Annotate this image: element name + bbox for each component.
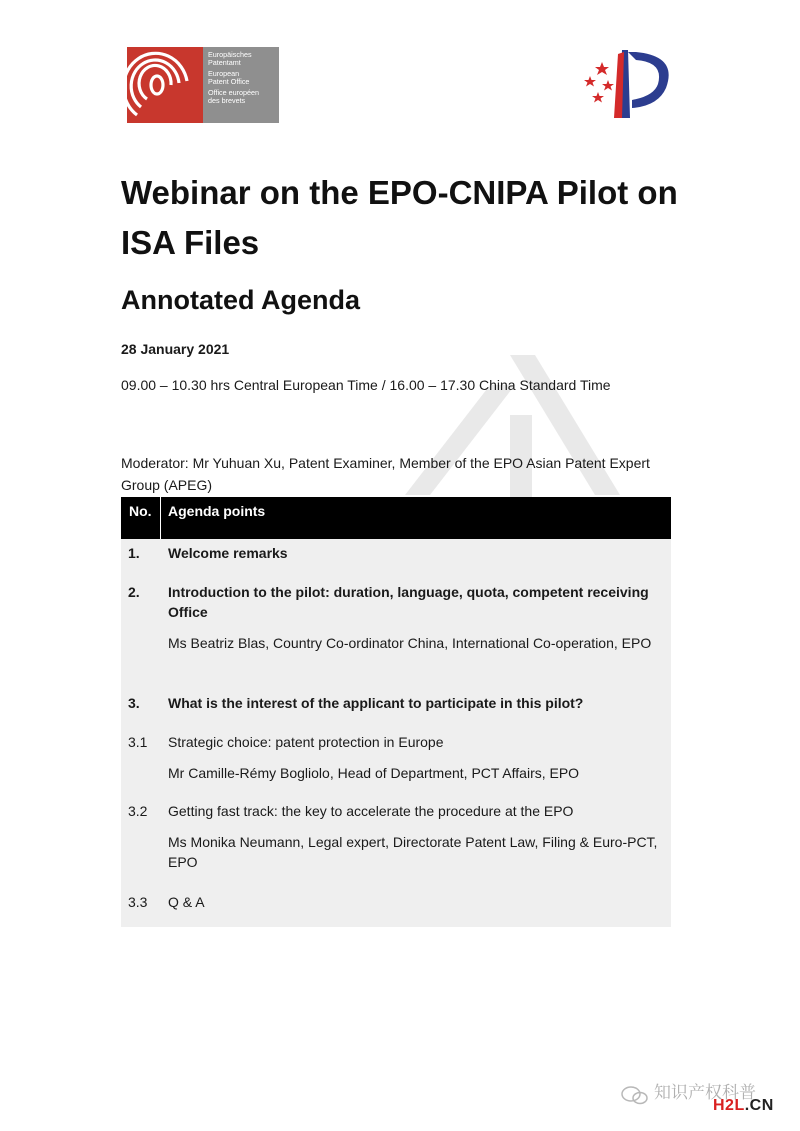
epo-logo	[127, 47, 279, 123]
agenda-item-speaker: Ms Beatriz Blas, Country Co-ordinator China, International Co-operation, EPO	[168, 635, 652, 651]
agenda-item-no: 2.	[128, 584, 140, 600]
agenda-item-no: 3.1	[128, 734, 148, 750]
agenda-item-no: 3.	[128, 695, 140, 711]
epo-mark-icon	[127, 47, 203, 123]
agenda-item-title: Introduction to the pilot: duration, language, quota, competent receiving Office	[168, 584, 649, 620]
site-watermark	[713, 1097, 774, 1115]
event-date: 28 January 2021	[121, 341, 230, 357]
agenda-item-title: Getting fast track: the key to accelerate the procedure at the EPO	[168, 803, 574, 819]
page-title: Webinar on the EPO-CNIPA Pilot on ISA Files	[121, 174, 678, 261]
agenda-item-title: Welcome remarks	[168, 545, 288, 561]
epo-name-de-1: Europäisches	[208, 50, 252, 59]
cnipa-emblem-icon	[570, 48, 674, 118]
epo-name-fr-1: Office européen	[208, 88, 260, 97]
header-no: No.	[121, 497, 161, 539]
epo-name-de-2: Patentamt	[208, 58, 241, 67]
agenda-item-speaker: Ms Monika Neumann, Legal expert, Directorate Patent Law, Filing & Euro-PCT, EPO	[168, 834, 658, 870]
event-time: 09.00 – 10.30 hrs Central European Time / 16.00 – 17.30 China Standard Time	[121, 377, 611, 393]
agenda-item-title: Q & A	[168, 894, 205, 910]
agenda-item-no: 3.3	[128, 894, 148, 910]
page-subtitle: Annotated Agenda	[121, 285, 360, 315]
moderator-text: Moderator: Mr Yuhuan Xu, Patent Examiner, Member of the EPO Asian Patent Expert Group (APEG)	[121, 455, 650, 493]
epo-names	[203, 47, 279, 123]
wechat-account-watermark: 知识产权科普	[654, 1083, 756, 1102]
wechat-icon	[620, 1084, 650, 1106]
epo-name-en-1: European	[208, 69, 240, 78]
agenda-item-no: 3.2	[128, 803, 148, 819]
header-agenda-points: Agenda points	[168, 503, 266, 519]
epo-name-en-2: Patent Office	[208, 77, 250, 86]
epo-name-fr-2: des brevets	[208, 96, 246, 105]
site-cn: .CN	[744, 1097, 774, 1114]
agenda-header-row	[121, 497, 671, 539]
agenda-item-speaker: Mr Camille-Rémy Bogliolo, Head of Department, PCT Affairs, EPO	[168, 765, 580, 781]
agenda-table	[121, 497, 671, 927]
agenda-item-title: What is the interest of the applicant to participate in this pilot?	[168, 695, 584, 711]
site-h2l: H2L	[713, 1097, 745, 1114]
agenda-item-no: 1.	[128, 545, 140, 561]
agenda-item-title: Strategic choice: patent protection in Europe	[168, 734, 444, 750]
